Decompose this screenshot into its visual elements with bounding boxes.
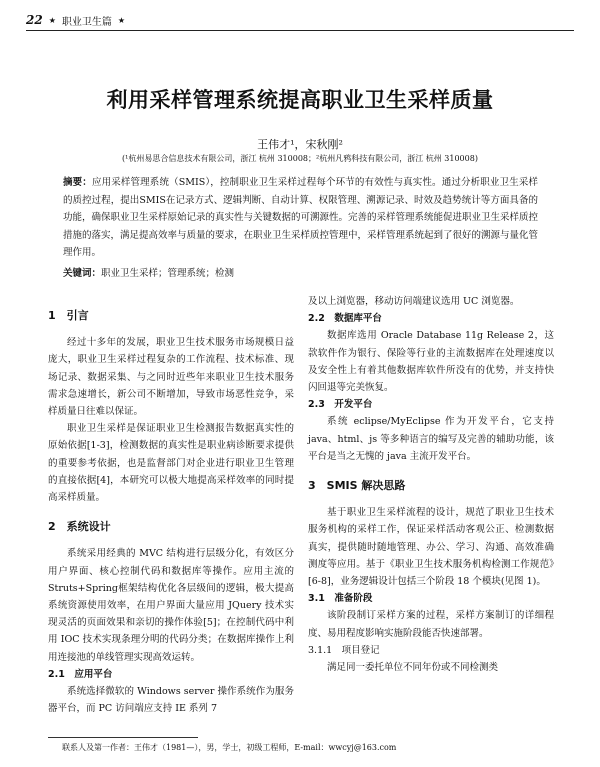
section-2-1-para-1: 系统选择微软的 Windows server 操作系统作为服务器平台，而 PC 访问端应支持 IE 系列 7 <box>48 686 294 715</box>
paper-title: 利用采样管理系统提高职业卫生采样质量 <box>106 88 494 112</box>
section-2-1-title: 2.1 应用平台 <box>48 668 113 680</box>
section-2-title: 2 系统设计 <box>48 520 111 534</box>
section-3-1-1-title: 3.1.1 项目登记 <box>308 644 380 656</box>
running-header <box>26 12 574 28</box>
left-column <box>48 295 294 717</box>
section-2-2-title: 2.2 数据库平台 <box>308 313 382 325</box>
keywords-text: 职业卫生采样；管理系统；检测 <box>101 268 235 279</box>
right-column <box>308 293 554 676</box>
section-2-2-para-1: 数据库选用 Oracle Database 11g Release 2，这款软件作为银行、保险等行业的主流数据库在处理速度以及安全性上有着其他数据库软件所没有的优势，并支持快闪回退等完美恢复。 <box>308 330 554 394</box>
affiliation: (¹杭州易思合信息技术有限公司，浙江 杭州 310008；²杭州凡鸦科技有限公司，浙江 杭州 310008) <box>122 154 478 163</box>
abstract-text: 应用采样管理系统（SMIS），控制职业卫生采样过程每个环节的有效性与真实性。通过分析职业卫生采样的质控过程，提出SMIS在记录方式、逻辑判断、自动计算、权限管理、溯源记录、时效及趋势统计等方面具备的功能，确保职业卫生采样原始记录的真实性与关键数据的可溯源性。完善的采样管理系统能促进职业卫生采样质控措施的落实，满足提高效率与质量的要求，在职业卫生采样质控管理中，采样管理系统起到了很好的溯源与量化管理作用。 <box>63 177 539 258</box>
authors: 王伟才¹，宋秋刚² <box>257 138 343 151</box>
section-3-title: 3 SMIS 解决思路 <box>308 479 406 493</box>
header-star-2: ★ <box>117 15 126 25</box>
footnote-rule <box>48 737 198 738</box>
section-1-title: 1 引言 <box>48 309 89 322</box>
abstract-label: 摘要： <box>63 177 92 188</box>
footnote: 联系人及第一作者：王伟才（1981—），男，学士，初级工程师，E-mail：wwcyj@163.com <box>62 743 397 752</box>
header-rule <box>26 30 574 31</box>
journal-section: 职业卫生篇 <box>61 16 112 28</box>
section-3-1-title: 3.1 准备阶段 <box>308 593 373 605</box>
section-1-para-2: 职业卫生采样是保证职业卫生检测报告数据真实性的原始依据[1-3]，检测数据的真实性是职业病诊断要求提供的重要参考依据，也是监督部门对企业进行职业卫生管理的直接依据[4]，本研究可以极大地提高采样效率的同时提高采样质量。 <box>48 423 294 504</box>
section-3-1-1-para-1: 满足同一委托单位不同年份或不同检测类 <box>327 662 499 674</box>
section-1-para-1: 经过十多年的发展，职业卫生技术服务市场规模日益庞大，职业卫生采样过程复杂的工作流程、技术标准、现场记录、数据采集、与之同时近些年来职业卫生技术服务需求急速增长，新公司不断增加，导致市场恶性竞争，采样质量日往难以保证。 <box>48 337 294 418</box>
section-3-para-1: 基于职业卫生采样流程的设计，规范了职业卫生技术服务机构的采样工作，保证采样活动客观公正、检测数据真实，提供随时随地管理、办公、学习、沟通、高效准确测度等应用。基于《职业卫生技术服务机构检测工作规范》[6-8]，业务逻辑设计包括三个阶段 18 个模块(见图 1)。 <box>308 507 554 588</box>
abstract <box>63 174 538 262</box>
right-continued-para: 及以上浏览器，移动访问端建议选用 UC 浏览器。 <box>308 296 520 307</box>
keywords <box>63 265 538 279</box>
section-2-3-title: 2.3 开发平台 <box>308 399 373 411</box>
keywords-label: 关键词： <box>63 268 102 279</box>
page-number: 22 <box>26 13 43 27</box>
section-2-3-para-1: 系统 eclipse/MyEclipse 作为开发平台，它支持 java、html、js 等多种语言的编写及完善的辅助功能，该平台是当之无愧的 java 主流开发平台。 <box>308 416 554 462</box>
header-star: ★ <box>48 15 56 25</box>
section-3-1-para-1: 该阶段制订采样方案的过程，采样方案制订的详细程度、易用程度影响实施阶段能否快速部署。 <box>308 610 554 639</box>
section-2-para-1: 系统采用经典的 MVC 结构进行层级分化，有效区分用户界面、核心控制代码和数据库等操作。应用主流的Struts+Spring框架结构优化各层级间的逻辑，极大提高系统资源使用效率，在用户界面大量应用 JQuery 技术实现灵活的页面效果和亲切的操作体验[5]；在控制代码中利用 IOC 技术实现条理分明的代码分类；在数据库操作上利用连接池的单线管理实现高效运转。 <box>48 548 294 663</box>
